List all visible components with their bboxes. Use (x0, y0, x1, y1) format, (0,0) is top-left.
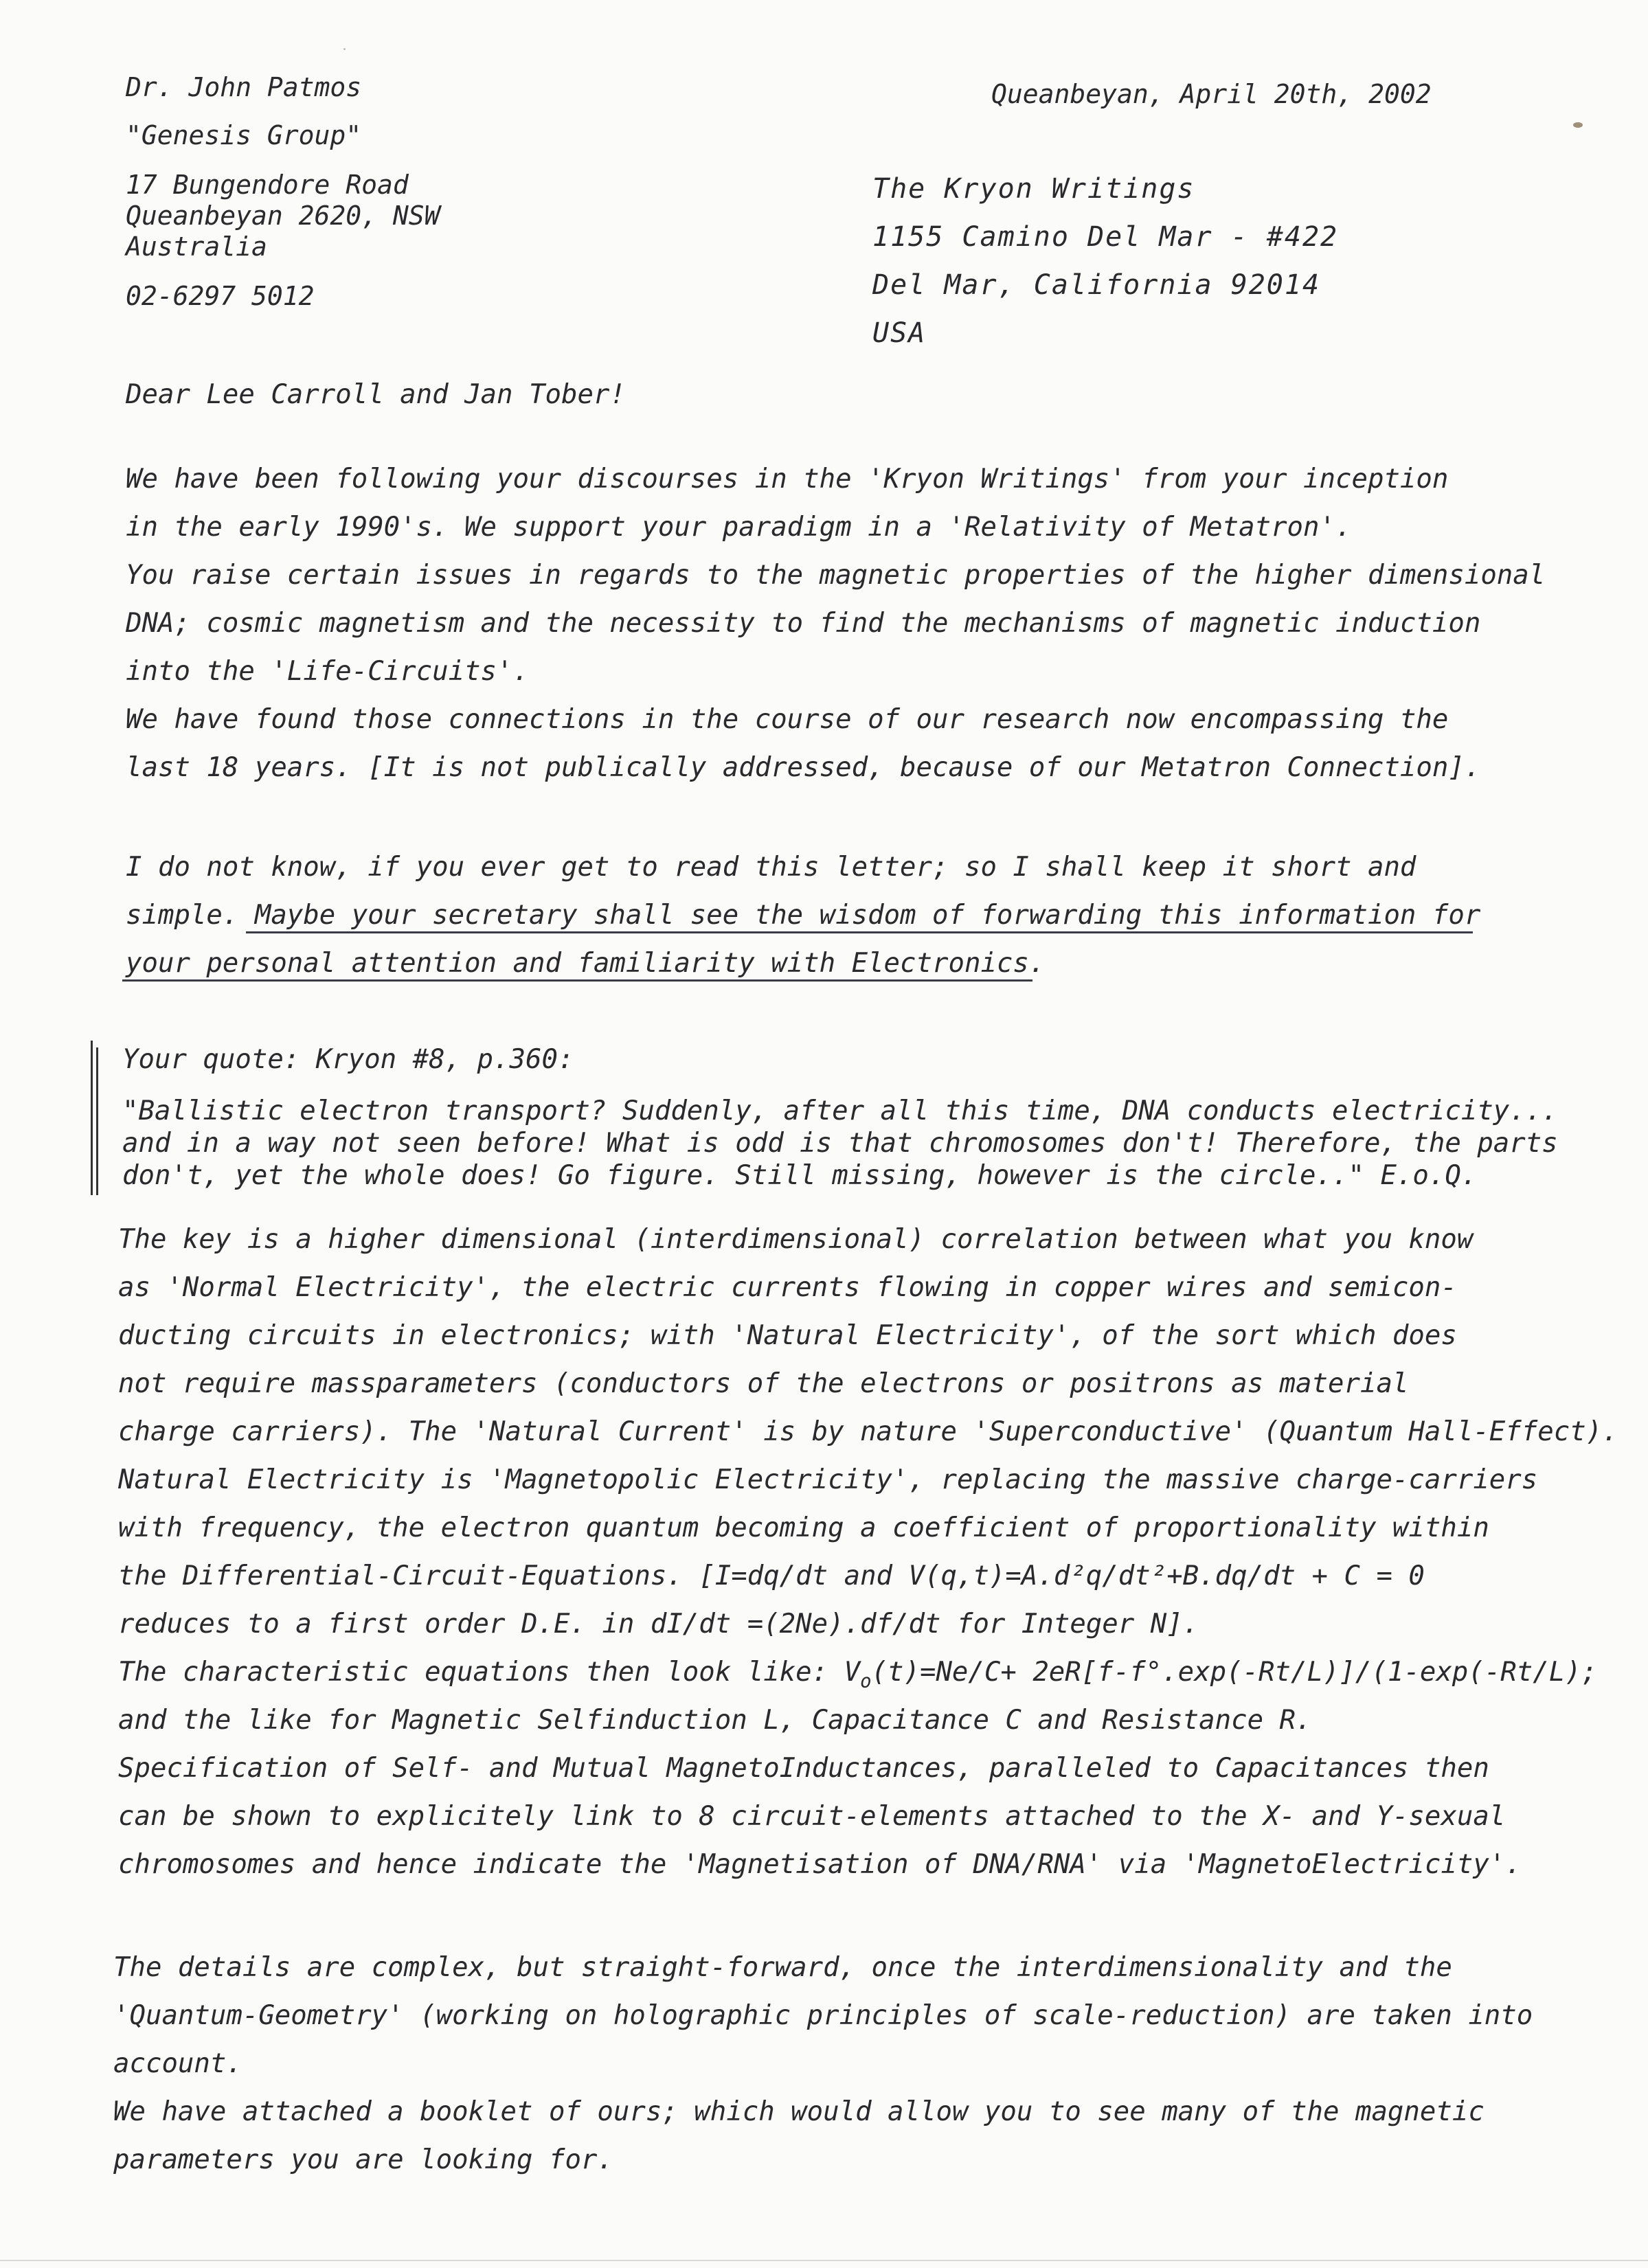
paragraph-line: 'Quantum-Geometry' (working on holographic principles of scale-reduction) are taken into (113, 2000, 1533, 2031)
paragraph-line: into the 'Life-Circuits'. (126, 656, 529, 687)
sender-org: "Genesis Group" (126, 120, 362, 150)
paragraph-line: reduces to a first order D.E. in dI/dt =(2Ne).df/dt for Integer N]. (118, 1609, 1199, 1640)
paper-speck (1573, 122, 1583, 128)
paragraph-line: the Differential-Circuit-Equations. [I=dq/dt and V(q,t)=A.d²q/dt²+B.dq/dt + C = 0 (118, 1561, 1425, 1591)
paragraph-line: ducting circuits in electronics; with 'Natural Electricity', of the sort which does (118, 1320, 1457, 1351)
sender-name: Dr. John Patmos (126, 72, 362, 102)
quote-line: "Ballistic electron transport? Suddenly, after all this time, DNA conducts electricity... (122, 1096, 1558, 1126)
handwritten-underline (246, 931, 1473, 933)
paragraph-line: can be shown to explicitely link to 8 circuit-elements attached to the X- and Y-sexual (118, 1801, 1506, 1832)
paragraph-line: parameters you are looking for. (113, 2144, 613, 2175)
recipient-country: USA (872, 317, 927, 349)
page-edge (0, 2260, 1648, 2261)
paragraph-line: Specification of Self- and Mutual MagnetoInductances, paralleled to Capacitances then (118, 1753, 1489, 1784)
paragraph-line: The key is a higher dimensional (interdimensional) correlation between what you know (118, 1224, 1474, 1255)
paragraph-line: last 18 years. [It is not publically addressed, because of our Metatron Connection]. (126, 752, 1481, 783)
quote-source: Your quote: Kryon #8, p.360: (122, 1044, 574, 1075)
paragraph-line (126, 902, 1480, 929)
paragraph-line: Natural Electricity is 'Magnetopolic Electricity', replacing the massive charge-carriers (118, 1464, 1538, 1495)
underlined-text: Maybe your secretary shall see the wisdom of forwarding this information for (254, 900, 1481, 931)
paragraph-line: We have been following your discourses in the 'Kryon Writings' from your inception (126, 464, 1449, 495)
handwritten-underline (122, 979, 1032, 982)
paragraph-line: DNA; cosmic magnetism and the necessity to find the mechanisms of magnetic induction (126, 608, 1481, 639)
paper-speck (343, 48, 346, 50)
paragraph-line: in the early 1990's. We support your paradigm in a 'Relativity of Metatron'. (126, 512, 1352, 543)
equation-suffix: (t)=Ne/C+ 2eR[f-f°.exp(-Rt/L)]/(1-exp(-Rt/L); (871, 1657, 1598, 1688)
equation-line (118, 1659, 1597, 1691)
recipient-street: 1155 Camino Del Mar - #422 (872, 221, 1339, 253)
equation-prefix: The characteristic equations then look like: V (118, 1657, 861, 1688)
paragraph-line: I do not know, if you ever get to read this letter; so I shall keep it short and (126, 852, 1416, 883)
paragraph-line: chromosomes and hence indicate the 'Magnetisation of DNA/RNA' via 'MagnetoElectricity'. (118, 1849, 1522, 1880)
recipient-city: Del Mar, California 92014 (872, 269, 1321, 301)
underlined-text: your personal attention and familiarity with Electronics. (126, 948, 1046, 979)
quote-line: don't, yet the whole does! Go figure. Still missing, however is the circle.." E.o.Q. (122, 1160, 1478, 1191)
paragraph-line: with frequency, the electron quantum becoming a coefficient of proportionality within (118, 1512, 1489, 1543)
recipient-name: The Kryon Writings (872, 173, 1195, 205)
sender-city: Queanbeyan 2620, NSW (126, 201, 440, 231)
quote-line: and in a way not seen before! What is odd is that chromosomes don't! Therefore, the parts (122, 1128, 1558, 1159)
paragraph-line: not require massparameters (conductors of the electrons or positrons as material (118, 1368, 1409, 1399)
margin-bar (91, 1041, 93, 1195)
sender-country: Australia (126, 231, 267, 262)
sender-street: 17 Bungendore Road (126, 170, 409, 200)
paragraph-line: We have attached a booklet of ours; which would allow you to see many of the magnetic (113, 2096, 1485, 2127)
line-start: simple. (126, 900, 255, 931)
paragraph-line: You raise certain issues in regards to the magnetic properties of the higher dimensional (126, 560, 1546, 591)
sender-phone: 02-6297 5012 (126, 281, 315, 311)
paragraph-line: charge carriers). The 'Natural Current' is by nature 'Superconductive' (Quantum Hall-Effect). (118, 1416, 1618, 1447)
paragraph-line: and the like for Magnetic Selfinduction L, Capacitance C and Resistance R. (118, 1705, 1312, 1736)
paragraph-line: account. (113, 2048, 242, 2079)
date-line: Queanbeyan, April 20th, 2002 (991, 79, 1432, 109)
paragraph-line: The details are complex, but straight-forward, once the interdimensionality and the (113, 1952, 1452, 1983)
paragraph-line: We have found those connections in the course of our research now encompassing the (126, 704, 1449, 735)
equation-subscript: o (860, 1670, 872, 1692)
margin-bar (96, 1047, 98, 1195)
paragraph-line: as 'Normal Electricity', the electric currents flowing in copper wires and semicon- (118, 1272, 1457, 1303)
salutation: Dear Lee Carroll and Jan Tober! (126, 379, 626, 410)
